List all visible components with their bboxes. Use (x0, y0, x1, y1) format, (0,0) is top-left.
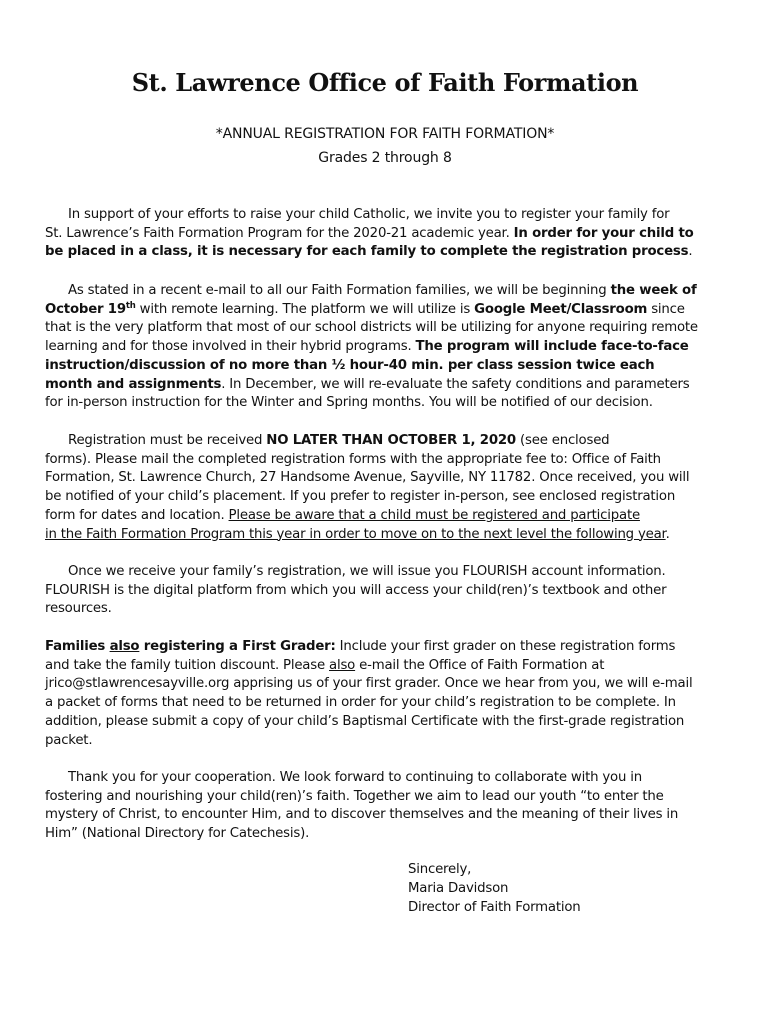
page-title: St. Lawrence Office of Faith Formation (131, 68, 639, 97)
first-grader-paragraph: Families also registering a First Grader: Include your first grader on these registration forms and take the family tuition discount. Please also e-mail the Office of Faith Formation at jrico@stlawrencesayville.org apprising us of your first grader. Once we hear from you, we will e-mail a packet of forms that need to be returned in order for your child’s registration to be complete. In addition, please submit a copy of your child’s Baptismal Certificate with the first-grade registration packet. (45, 638, 727, 750)
registration-heading: *ANNUAL REGISTRATION FOR FAITH FORMATION* (215, 126, 555, 142)
signature-block (408, 860, 581, 917)
signer-role: Director of Faith Formation (408, 900, 581, 915)
remote-learning-paragraph: As stated in a recent e-mail to all our Faith Formation families, we will be beginning the week of October 19th with remote learning. The platform we will utilize is Google Meet/Classroom since that is the very platform that most of our school districts will be utilizing for anyone requiring remote learning and for those involved in their hybrid programs. The program will include face-to-face instruction/discussion of no more than ½ hour-40 min. per class session twice each month and assignments. In December, we will re-evaluate the safety conditions and parameters for in-person instruction for the Winter and Spring months. You will be notified of our decision. (45, 283, 698, 411)
signer-name: Maria Davidson (408, 881, 509, 896)
flourish-paragraph: Once we receive your family’s registration, we will issue you FLOURISH account information. FLOURISH is the digital platform from which you will access your child(ren)’s textbook and other resources. (45, 564, 667, 617)
closing-paragraph: Thank you for your cooperation. We look forward to continuing to collaborate with you in fostering and nourishing your child(ren)’s faith. Together we aim to lead our youth “to enter the mystery of Christ, to encounter Him, and to discover themselves and the meaning of their lives in Him” (National Directory for Catechesis). (45, 770, 679, 842)
contact-email-line: jrico@stlawrencesayville.org apprising us of your first grader. Once we hear from you, we will e-mail (45, 676, 693, 692)
registration-deadline-paragraph: Registration must be received NO LATER THAN OCTOBER 1, 2020 (see enclosed forms). Please mail the completed registration forms with the appropriate fee to: Office of Faith Formation, St. Lawrence Church, 27 Handsome Avenue, Sayville, NY 11782. Once received, you will be notified of your child’s placement. If you prefer to register in-person, see enclosed registration form for dates and location. Please be aware that a child must be registered and participate in the Faith Formation Program this year in order to move on to the next level the following year. (45, 433, 690, 542)
grades-heading: Grades 2 through 8 (318, 150, 452, 166)
intro-paragraph: In support of your efforts to raise your child Catholic, we invite you to register your family for St. Lawrence’s Faith Formation Program for the 2020-21 academic year. In order for your child to be placed in a class, it is necessary for each family to complete the registration process. (45, 207, 694, 260)
closing-salutation: Sincerely, (408, 862, 472, 877)
